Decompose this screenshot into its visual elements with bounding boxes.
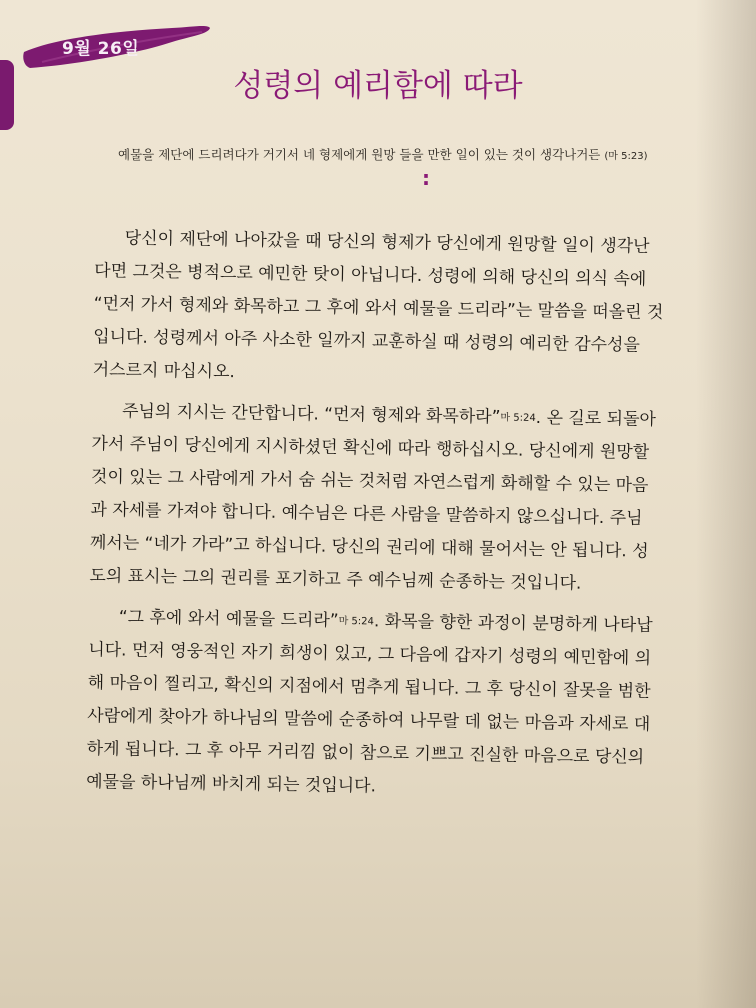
body-line: 니다. 먼저 영웅적인 자기 희생이 있고, 그 다음에 갑자기 성령의 예민함에 의: [88, 639, 652, 669]
paragraph-1: [92, 222, 745, 397]
paragraph-2: [89, 395, 742, 603]
body-line: 다면 그것은 병적으로 예민한 탓이 아닙니다. 성령에 의해 당신의 의식 속에: [94, 260, 647, 290]
scripture-reference: (마 5:23): [604, 151, 648, 162]
devotional-body: [86, 222, 745, 817]
paragraph-3: [86, 601, 739, 809]
body-line: 것이 있는 그 사람에게 가서 숨 쉬는 것처럼 자연스럽게 화해할 수 있는 마음: [90, 466, 649, 496]
body-line-text: “그 후에 와서 예물을 드리라”: [118, 607, 339, 631]
page-title: 성령의 예리함에 따라: [233, 68, 523, 104]
body-line: 당신이 제단에 나아갔을 때 당신의 형제가 당신에게 원망할 일이 생각난: [124, 228, 650, 257]
body-line: “먼저 가서 형제와 화목하고 그 후에 와서 예물을 드리라”는 말씀을 떠올린 것: [93, 293, 664, 323]
body-line-text: 주님의 지시는 간단합니다. “먼저 형제와 화목하라”: [121, 401, 501, 428]
body-line: 해 마음이 찔리고, 확신의 지점에서 멈추게 됩니다. 그 후 당신이 잘못을 범한: [87, 672, 651, 702]
scripture-text: 예물을 제단에 드리려다가 거기서 네 형제에게 원망 들을 만한 일이 있는 것이 생각나거든: [118, 147, 601, 162]
date-label: 9월 26일: [62, 39, 140, 59]
body-line: 사람에게 찾아가 하나님의 말씀에 순종하여 나무랄 데 없는 마음과 자세로 대: [87, 705, 651, 735]
body-line-text: . 화목을 향한 과정이 분명하게 나타납: [373, 611, 653, 636]
body-line-text: . 온 길로 되돌아: [535, 407, 657, 430]
body-line: 과 자세를 가져야 합니다. 예수님은 다른 사람을 말씀하지 않으십니다. 주님: [90, 499, 643, 529]
body-line: 하게 됩니다. 그 후 아무 거리낌 없이 참으로 기쁘고 진실한 마음으로 당신의: [86, 738, 645, 768]
section-divider: :: [422, 166, 430, 190]
body-line: 도의 표시는 그의 권리를 포기하고 주 예수님께 순종하는 것입니다.: [89, 565, 582, 594]
body-line: 입니다. 성령께서 아주 사소한 일까지 교훈하실 때 성령의 예리한 감수성을: [93, 326, 640, 356]
inline-reference: 마 5:24: [500, 412, 536, 424]
body-line: 거스르지 마십시오.: [92, 359, 236, 383]
body-line: 가서 주님이 당신에게 지시하셨던 확신에 따라 행하십시오. 당신에게 원망할: [91, 433, 650, 463]
inline-reference: 마 5:24: [338, 615, 375, 628]
body-line: 예물을 하나님께 바치게 되는 것입니다.: [86, 771, 377, 797]
scripture-verse: [118, 145, 738, 163]
body-line: 께서는 “네가 가라”고 하십니다. 당신의 권리에 대해 물어서는 안 됩니다. 성: [89, 532, 649, 562]
